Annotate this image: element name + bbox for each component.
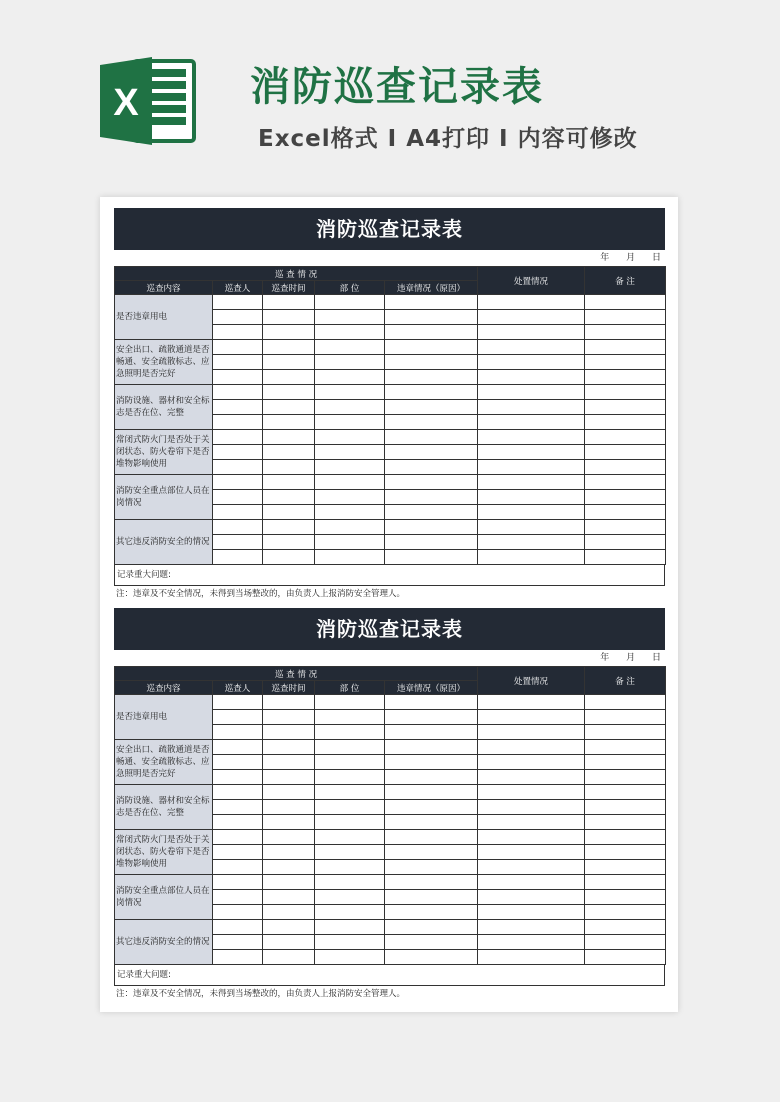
inspection-item: 消防设施、器材和安全标志是否在位、完整 xyxy=(115,385,213,430)
table-cell[interactable] xyxy=(315,830,385,845)
table-cell[interactable] xyxy=(478,520,585,535)
table-cell[interactable] xyxy=(385,830,478,845)
table-cell[interactable] xyxy=(478,755,585,770)
table-cell[interactable] xyxy=(263,740,315,755)
column-header: 巡查时间 xyxy=(263,281,315,295)
table-cell[interactable] xyxy=(385,295,478,310)
table-cell[interactable] xyxy=(213,950,263,965)
table-cell[interactable] xyxy=(263,800,315,815)
table-cell[interactable] xyxy=(263,845,315,860)
table-cell[interactable] xyxy=(385,340,478,355)
table-cell[interactable] xyxy=(478,950,585,965)
table-cell[interactable] xyxy=(213,550,263,565)
table-cell[interactable] xyxy=(315,490,385,505)
table-cell[interactable] xyxy=(263,400,315,415)
table-cell[interactable] xyxy=(263,785,315,800)
table-cell[interactable] xyxy=(585,460,666,475)
table-cell[interactable] xyxy=(263,950,315,965)
table-cell[interactable] xyxy=(478,770,585,785)
table-cell[interactable] xyxy=(585,400,666,415)
table-cell[interactable] xyxy=(478,385,585,400)
table-cell[interactable] xyxy=(478,295,585,310)
column-header: 处置情况 xyxy=(478,667,585,695)
table-cell[interactable] xyxy=(385,770,478,785)
table-cell[interactable] xyxy=(213,695,263,710)
table-row xyxy=(115,920,666,935)
table-cell[interactable] xyxy=(315,475,385,490)
table-cell[interactable] xyxy=(315,505,385,520)
table-cell[interactable] xyxy=(263,295,315,310)
table-cell[interactable] xyxy=(478,725,585,740)
table-cell[interactable] xyxy=(385,505,478,520)
inspection-table xyxy=(114,266,666,565)
table-cell[interactable] xyxy=(478,905,585,920)
banner-subtitle: Excel格式 I A4打印 I 内容可修改 xyxy=(258,126,638,152)
table-cell[interactable] xyxy=(585,475,666,490)
table-cell[interactable] xyxy=(385,535,478,550)
table-cell[interactable] xyxy=(213,845,263,860)
inspection-item: 消防安全重点部位人员在岗情况 xyxy=(115,475,213,520)
table-cell[interactable] xyxy=(213,430,263,445)
table-row xyxy=(115,475,666,490)
table-cell[interactable] xyxy=(315,770,385,785)
table-cell[interactable] xyxy=(263,370,315,385)
table-cell[interactable] xyxy=(478,475,585,490)
table-cell[interactable] xyxy=(213,905,263,920)
table-cell[interactable] xyxy=(385,445,478,460)
table-cell[interactable] xyxy=(585,755,666,770)
table-cell[interactable] xyxy=(263,445,315,460)
table-cell[interactable] xyxy=(585,430,666,445)
table-cell[interactable] xyxy=(263,935,315,950)
table-cell[interactable] xyxy=(263,430,315,445)
table-cell[interactable] xyxy=(213,505,263,520)
table-cell[interactable] xyxy=(263,710,315,725)
table-cell[interactable] xyxy=(315,905,385,920)
table-cell[interactable] xyxy=(585,875,666,890)
table-cell[interactable] xyxy=(213,785,263,800)
table-cell[interactable] xyxy=(263,905,315,920)
table-cell[interactable] xyxy=(478,830,585,845)
table-cell[interactable] xyxy=(478,370,585,385)
inspection-item: 消防设施、器材和安全标志是否在位、完整 xyxy=(115,785,213,830)
inspection-item: 安全出口、疏散通道是否畅通、安全疏散标志、应急照明是否完好 xyxy=(115,740,213,785)
column-header: 处置情况 xyxy=(478,267,585,295)
table-cell[interactable] xyxy=(315,920,385,935)
table-cell[interactable] xyxy=(385,815,478,830)
table-cell[interactable] xyxy=(315,740,385,755)
table-cell[interactable] xyxy=(585,535,666,550)
inspection-item: 其它违反消防安全的情况 xyxy=(115,920,213,965)
excel-icon xyxy=(100,55,198,147)
table-cell[interactable] xyxy=(478,340,585,355)
inspection-item: 常闭式防火门是否处于关闭状态、防火卷帘下是否堆物影响使用 xyxy=(115,430,213,475)
table-cell[interactable] xyxy=(478,815,585,830)
column-header: 备 注 xyxy=(585,267,666,295)
table-cell[interactable] xyxy=(478,845,585,860)
table-cell[interactable] xyxy=(385,310,478,325)
column-header: 巡查人 xyxy=(213,281,263,295)
table-cell[interactable] xyxy=(478,325,585,340)
form-title: 消防巡查记录表 xyxy=(114,608,665,650)
table-row xyxy=(115,740,666,755)
table-cell[interactable] xyxy=(385,740,478,755)
table-cell[interactable] xyxy=(263,770,315,785)
table-cell[interactable] xyxy=(263,505,315,520)
table-cell[interactable] xyxy=(315,340,385,355)
table-cell[interactable] xyxy=(478,490,585,505)
table-cell[interactable] xyxy=(585,800,666,815)
table-cell[interactable] xyxy=(585,490,666,505)
table-cell[interactable] xyxy=(385,415,478,430)
table-cell[interactable] xyxy=(213,710,263,725)
column-header: 违章情况（原因） xyxy=(385,681,478,695)
table-cell[interactable] xyxy=(585,550,666,565)
table-cell[interactable] xyxy=(385,400,478,415)
inspection-table xyxy=(114,666,666,965)
table-cell[interactable] xyxy=(213,755,263,770)
table-cell[interactable] xyxy=(213,355,263,370)
table-row xyxy=(115,785,666,800)
form-note: 注：违章及不安全情况，未得到当场整改的，由负责人上报消防安全管理人。 xyxy=(116,589,406,599)
table-row xyxy=(115,695,666,710)
table-cell[interactable] xyxy=(385,355,478,370)
table-cell[interactable] xyxy=(385,950,478,965)
table-cell[interactable] xyxy=(385,710,478,725)
table-cell[interactable] xyxy=(213,725,263,740)
table-cell[interactable] xyxy=(263,725,315,740)
table-cell[interactable] xyxy=(585,890,666,905)
table-row xyxy=(115,520,666,535)
table-cell[interactable] xyxy=(263,460,315,475)
table-cell[interactable] xyxy=(263,340,315,355)
table-cell[interactable] xyxy=(478,935,585,950)
table-cell[interactable] xyxy=(213,860,263,875)
table-cell[interactable] xyxy=(385,725,478,740)
table-cell[interactable] xyxy=(263,755,315,770)
table-cell[interactable] xyxy=(315,875,385,890)
table-cell[interactable] xyxy=(315,400,385,415)
table-cell[interactable] xyxy=(263,520,315,535)
table-cell[interactable] xyxy=(585,740,666,755)
header-group: 巡 查 情 况 xyxy=(115,667,478,681)
table-cell[interactable] xyxy=(213,310,263,325)
table-cell[interactable] xyxy=(315,535,385,550)
table-cell[interactable] xyxy=(585,920,666,935)
table-cell[interactable] xyxy=(385,845,478,860)
table-cell[interactable] xyxy=(478,695,585,710)
table-cell[interactable] xyxy=(478,460,585,475)
table-cell[interactable] xyxy=(585,785,666,800)
table-cell[interactable] xyxy=(315,355,385,370)
table-row xyxy=(115,875,666,890)
document-page xyxy=(100,197,678,1012)
table-cell[interactable] xyxy=(263,875,315,890)
table-cell[interactable] xyxy=(585,355,666,370)
table-cell[interactable] xyxy=(585,295,666,310)
table-cell[interactable] xyxy=(315,950,385,965)
table-cell[interactable] xyxy=(585,710,666,725)
table-cell[interactable] xyxy=(585,385,666,400)
table-cell[interactable] xyxy=(213,295,263,310)
table-cell[interactable] xyxy=(315,370,385,385)
table-cell[interactable] xyxy=(315,800,385,815)
column-header: 部 位 xyxy=(315,681,385,695)
table-cell[interactable] xyxy=(385,370,478,385)
table-cell[interactable] xyxy=(585,505,666,520)
table-cell[interactable] xyxy=(585,325,666,340)
table-cell[interactable] xyxy=(213,520,263,535)
table-cell[interactable] xyxy=(263,815,315,830)
inspection-form xyxy=(114,208,665,602)
table-cell[interactable] xyxy=(315,755,385,770)
table-cell[interactable] xyxy=(213,340,263,355)
table-cell[interactable] xyxy=(263,920,315,935)
table-cell[interactable] xyxy=(213,890,263,905)
inspection-item: 消防安全重点部位人员在岗情况 xyxy=(115,875,213,920)
table-cell[interactable] xyxy=(263,385,315,400)
table-cell[interactable] xyxy=(478,920,585,935)
inspection-item: 是否违章用电 xyxy=(115,295,213,340)
table-cell[interactable] xyxy=(315,935,385,950)
table-cell[interactable] xyxy=(263,695,315,710)
table-cell[interactable] xyxy=(478,505,585,520)
table-cell[interactable] xyxy=(315,415,385,430)
table-cell[interactable] xyxy=(315,325,385,340)
table-cell[interactable] xyxy=(315,385,385,400)
table-cell[interactable] xyxy=(213,325,263,340)
table-row xyxy=(115,385,666,400)
column-header: 巡查内容 xyxy=(115,681,213,695)
table-cell[interactable] xyxy=(478,550,585,565)
table-cell[interactable] xyxy=(478,445,585,460)
column-header: 违章情况（原因） xyxy=(385,281,478,295)
table-cell[interactable] xyxy=(315,430,385,445)
table-cell[interactable] xyxy=(585,415,666,430)
table-cell[interactable] xyxy=(585,520,666,535)
table-cell[interactable] xyxy=(585,830,666,845)
table-row xyxy=(115,830,666,845)
inspection-item: 是否违章用电 xyxy=(115,695,213,740)
table-cell[interactable] xyxy=(585,815,666,830)
table-cell[interactable] xyxy=(315,845,385,860)
table-cell[interactable] xyxy=(478,785,585,800)
table-cell[interactable] xyxy=(478,890,585,905)
column-header: 巡查内容 xyxy=(115,281,213,295)
table-cell[interactable] xyxy=(385,385,478,400)
table-cell[interactable] xyxy=(315,785,385,800)
table-cell[interactable] xyxy=(385,550,478,565)
table-cell[interactable] xyxy=(478,740,585,755)
table-cell[interactable] xyxy=(263,535,315,550)
inspection-item: 常闭式防火门是否处于关闭状态、防火卷帘下是否堆物影响使用 xyxy=(115,830,213,875)
table-cell[interactable] xyxy=(315,550,385,565)
table-cell[interactable] xyxy=(315,890,385,905)
table-cell[interactable] xyxy=(385,785,478,800)
table-cell[interactable] xyxy=(585,905,666,920)
table-cell[interactable] xyxy=(315,710,385,725)
table-cell[interactable] xyxy=(213,415,263,430)
logo-letter: X xyxy=(113,82,139,124)
table-cell[interactable] xyxy=(213,830,263,845)
table-cell[interactable] xyxy=(263,830,315,845)
column-header: 巡查人 xyxy=(213,681,263,695)
table-cell[interactable] xyxy=(585,935,666,950)
table-cell[interactable] xyxy=(315,445,385,460)
table-cell[interactable] xyxy=(478,355,585,370)
table-cell[interactable] xyxy=(213,370,263,385)
table-cell[interactable] xyxy=(385,935,478,950)
table-cell[interactable] xyxy=(385,520,478,535)
column-header: 巡查时间 xyxy=(263,681,315,695)
table-cell[interactable] xyxy=(213,535,263,550)
table-cell[interactable] xyxy=(385,875,478,890)
table-cell[interactable] xyxy=(585,695,666,710)
table-cell[interactable] xyxy=(213,385,263,400)
date-field[interactable]: 年 月 日 xyxy=(600,253,661,263)
table-cell[interactable] xyxy=(585,770,666,785)
table-cell[interactable] xyxy=(385,890,478,905)
header-group: 巡 查 情 况 xyxy=(115,267,478,281)
table-cell[interactable] xyxy=(315,310,385,325)
table-cell[interactable] xyxy=(478,400,585,415)
table-row xyxy=(115,340,666,355)
inspection-item: 安全出口、疏散通道是否畅通、安全疏散标志、应急照明是否完好 xyxy=(115,340,213,385)
table-cell[interactable] xyxy=(213,800,263,815)
table-cell[interactable] xyxy=(385,490,478,505)
table-cell[interactable] xyxy=(478,710,585,725)
table-cell[interactable] xyxy=(385,920,478,935)
table-cell[interactable] xyxy=(478,875,585,890)
table-cell[interactable] xyxy=(478,430,585,445)
table-cell[interactable] xyxy=(315,860,385,875)
table-cell[interactable] xyxy=(385,905,478,920)
major-issue-field[interactable]: 记录重大问题: xyxy=(114,965,665,986)
table-cell[interactable] xyxy=(385,460,478,475)
table-cell[interactable] xyxy=(263,325,315,340)
table-cell[interactable] xyxy=(213,875,263,890)
table-cell[interactable] xyxy=(385,475,478,490)
table-row xyxy=(115,430,666,445)
table-cell[interactable] xyxy=(263,475,315,490)
table-cell[interactable] xyxy=(478,310,585,325)
table-cell[interactable] xyxy=(213,770,263,785)
banner xyxy=(0,0,780,185)
table-cell[interactable] xyxy=(315,295,385,310)
table-cell[interactable] xyxy=(478,800,585,815)
inspection-item: 其它违反消防安全的情况 xyxy=(115,520,213,565)
table-cell[interactable] xyxy=(478,860,585,875)
table-cell[interactable] xyxy=(263,890,315,905)
table-cell[interactable] xyxy=(213,445,263,460)
table-cell[interactable] xyxy=(585,340,666,355)
table-row xyxy=(115,295,666,310)
table-cell[interactable] xyxy=(263,490,315,505)
table-cell[interactable] xyxy=(385,755,478,770)
table-cell[interactable] xyxy=(585,860,666,875)
table-cell[interactable] xyxy=(263,415,315,430)
table-cell[interactable] xyxy=(478,535,585,550)
table-cell[interactable] xyxy=(263,860,315,875)
major-issue-field[interactable]: 记录重大问题: xyxy=(114,565,665,586)
table-cell[interactable] xyxy=(385,800,478,815)
table-cell[interactable] xyxy=(263,550,315,565)
table-cell[interactable] xyxy=(213,815,263,830)
inspection-form xyxy=(114,608,665,1002)
table-cell[interactable] xyxy=(585,725,666,740)
table-cell[interactable] xyxy=(585,310,666,325)
table-cell[interactable] xyxy=(385,430,478,445)
table-cell[interactable] xyxy=(213,490,263,505)
table-cell[interactable] xyxy=(315,520,385,535)
table-cell[interactable] xyxy=(213,400,263,415)
table-cell[interactable] xyxy=(213,935,263,950)
table-cell[interactable] xyxy=(385,695,478,710)
column-header: 部 位 xyxy=(315,281,385,295)
table-cell[interactable] xyxy=(585,370,666,385)
table-cell[interactable] xyxy=(315,460,385,475)
table-cell[interactable] xyxy=(315,725,385,740)
table-cell[interactable] xyxy=(385,860,478,875)
table-cell[interactable] xyxy=(478,415,585,430)
table-cell[interactable] xyxy=(585,845,666,860)
table-cell[interactable] xyxy=(315,695,385,710)
table-cell[interactable] xyxy=(315,815,385,830)
date-field[interactable]: 年 月 日 xyxy=(600,653,661,663)
table-cell[interactable] xyxy=(213,460,263,475)
banner-title: 消防巡查记录表 xyxy=(250,64,544,110)
table-cell[interactable] xyxy=(585,445,666,460)
form-note: 注：违章及不安全情况，未得到当场整改的，由负责人上报消防安全管理人。 xyxy=(116,989,406,999)
table-cell[interactable] xyxy=(263,355,315,370)
column-header: 备 注 xyxy=(585,667,666,695)
form-title: 消防巡查记录表 xyxy=(114,208,665,250)
table-cell[interactable] xyxy=(213,920,263,935)
table-cell[interactable] xyxy=(213,740,263,755)
table-cell[interactable] xyxy=(585,950,666,965)
table-cell[interactable] xyxy=(263,310,315,325)
table-cell[interactable] xyxy=(213,475,263,490)
table-cell[interactable] xyxy=(385,325,478,340)
